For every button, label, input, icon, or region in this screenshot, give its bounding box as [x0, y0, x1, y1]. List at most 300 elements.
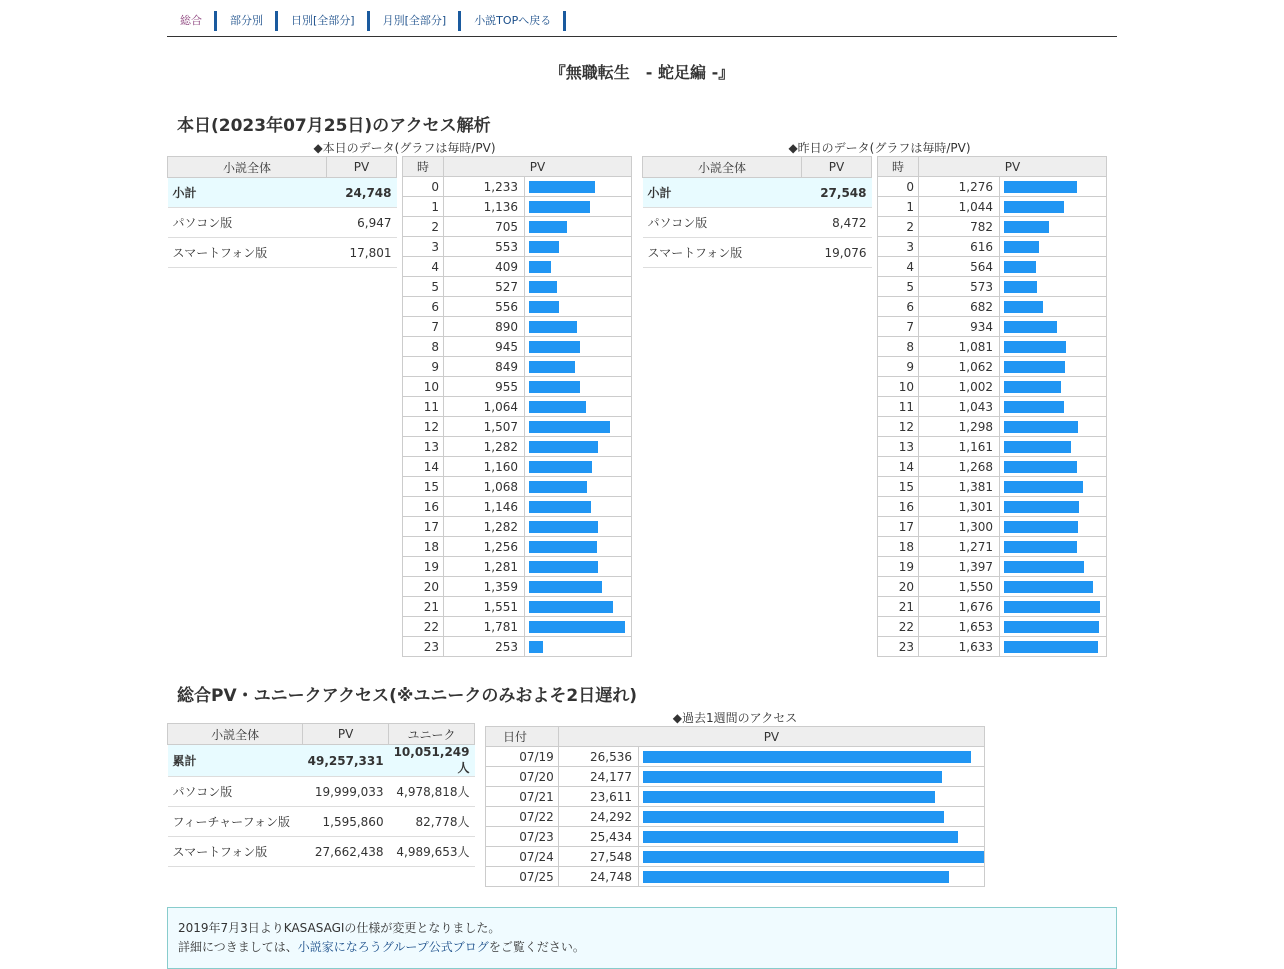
hour-cell: 17: [878, 517, 919, 537]
row-pv: 24,748: [327, 178, 397, 208]
summary-header-name: 小説全体: [643, 157, 802, 178]
hour-row: [878, 577, 1107, 597]
pv-bar: [529, 541, 597, 553]
pv-cell: 1,062: [919, 357, 1000, 377]
hour-cell: 3: [878, 237, 919, 257]
week-row: [486, 787, 985, 807]
nav-item-overall[interactable]: 総合: [167, 11, 217, 31]
bar-cell: [1000, 417, 1107, 437]
row-label: 累計: [168, 745, 303, 777]
today-caption: ◆本日のデータ(グラフは毎時/PV): [313, 141, 496, 155]
pv-cell: 616: [919, 237, 1000, 257]
pv-cell: 1,136: [444, 197, 525, 217]
pv-bar: [1004, 301, 1043, 313]
bar-cell: [525, 257, 632, 277]
hour-row: [878, 217, 1107, 237]
date-cell: 07/22: [486, 807, 559, 827]
pv-bar: [529, 461, 592, 473]
pv-cell: 890: [444, 317, 525, 337]
bar-cell: [1000, 257, 1107, 277]
hour-row: [403, 277, 632, 297]
bar-cell: [639, 767, 985, 787]
hour-row: [878, 517, 1107, 537]
bar-cell: [525, 457, 632, 477]
bar-cell: [1000, 457, 1107, 477]
row-pv: 27,548: [802, 178, 872, 208]
pv-bar: [1004, 521, 1078, 533]
bar-cell: [525, 177, 632, 197]
pv-bar: [643, 811, 944, 823]
summary-header-name: 小説全体: [168, 157, 327, 178]
table-row: [168, 837, 475, 867]
hour-cell: 18: [878, 537, 919, 557]
row-pv: 49,257,331: [303, 745, 389, 777]
pv-bar: [1004, 581, 1093, 593]
hour-row: [878, 457, 1107, 477]
bar-cell: [525, 557, 632, 577]
pv-bar: [1004, 641, 1098, 653]
total-header-unique: ユニーク: [389, 724, 475, 745]
pv-bar: [1004, 361, 1065, 373]
hour-cell: 8: [878, 337, 919, 357]
bar-cell: [525, 617, 632, 637]
bar-cell: [1000, 537, 1107, 557]
pv-cell: 1,276: [919, 177, 1000, 197]
bar-cell: [525, 317, 632, 337]
hour-row: [403, 517, 632, 537]
pv-cell: 1,551: [444, 597, 525, 617]
hour-row: [403, 357, 632, 377]
hour-cell: 4: [878, 257, 919, 277]
table-row: [168, 777, 475, 807]
pv-cell: 1,653: [919, 617, 1000, 637]
pv-cell: 955: [444, 377, 525, 397]
pv-bar: [529, 321, 577, 333]
hour-row: [403, 477, 632, 497]
summary-header-pv: PV: [327, 157, 397, 178]
pv-bar: [529, 581, 602, 593]
hour-row: [403, 397, 632, 417]
hour-row: [403, 577, 632, 597]
hour-row: [878, 317, 1107, 337]
pv-bar: [529, 181, 595, 193]
nav-item-by-part[interactable]: 部分別: [217, 11, 278, 31]
table-row: [168, 208, 397, 238]
pv-cell: 24,748: [558, 867, 638, 887]
hour-row: [403, 177, 632, 197]
pv-cell: 1,161: [919, 437, 1000, 457]
row-unique: 82,778人: [389, 807, 475, 837]
table-row: [643, 238, 872, 268]
nav-item-daily[interactable]: 日別[全部分]: [278, 11, 370, 31]
pv-bar: [529, 261, 551, 273]
hour-cell: 0: [403, 177, 444, 197]
row-label: パソコン版: [168, 208, 327, 238]
hour-cell: 23: [878, 637, 919, 657]
pv-cell: 782: [919, 217, 1000, 237]
hour-cell: 13: [878, 437, 919, 457]
today-summary-table: [167, 156, 397, 268]
row-pv: 19,999,033: [303, 777, 389, 807]
hour-cell: 5: [403, 277, 444, 297]
hour-row: [403, 497, 632, 517]
pv-bar: [1004, 181, 1077, 193]
today-section-title: 本日(2023年07月25日)のアクセス解析: [177, 116, 491, 136]
row-label: パソコン版: [643, 208, 802, 238]
table-row: [168, 807, 475, 837]
bar-cell: [1000, 577, 1107, 597]
bar-cell: [525, 437, 632, 457]
date-cell: 07/19: [486, 747, 559, 767]
row-pv: 1,595,860: [303, 807, 389, 837]
hour-row: [878, 357, 1107, 377]
hour-cell: 5: [878, 277, 919, 297]
pv-bar: [1004, 461, 1077, 473]
notice-suffix: をご覧ください。: [488, 940, 585, 954]
bar-cell: [1000, 477, 1107, 497]
pv-bar: [1004, 261, 1036, 273]
pv-cell: 849: [444, 357, 525, 377]
row-unique: 4,989,653人: [389, 837, 475, 867]
row-label: スマートフォン版: [168, 238, 327, 268]
hour-row: [878, 437, 1107, 457]
hour-row: [403, 457, 632, 477]
pv-cell: 1,081: [919, 337, 1000, 357]
bar-cell: [525, 517, 632, 537]
hour-row: [878, 297, 1107, 317]
hourly-header-pv: PV: [444, 157, 632, 177]
bar-cell: [525, 197, 632, 217]
pv-cell: 1,002: [919, 377, 1000, 397]
pv-cell: 409: [444, 257, 525, 277]
row-pv: 8,472: [802, 208, 872, 238]
pv-bar: [643, 751, 971, 763]
pv-bar: [529, 521, 598, 533]
hour-cell: 16: [878, 497, 919, 517]
date-cell: 07/23: [486, 827, 559, 847]
bar-cell: [525, 377, 632, 397]
hour-row: [403, 237, 632, 257]
row-pv: 17,801: [327, 238, 397, 268]
bar-cell: [1000, 497, 1107, 517]
pv-bar: [529, 621, 625, 633]
hour-cell: 20: [878, 577, 919, 597]
week-row: [486, 847, 985, 867]
pv-cell: 1,160: [444, 457, 525, 477]
week-row: [486, 827, 985, 847]
bar-cell: [639, 847, 985, 867]
hour-cell: 19: [878, 557, 919, 577]
nav-item-novel-top[interactable]: 小説TOPへ戻る: [461, 11, 566, 31]
hour-row: [878, 237, 1107, 257]
pv-cell: 24,177: [558, 767, 638, 787]
hour-cell: 6: [878, 297, 919, 317]
pv-bar: [1004, 221, 1049, 233]
week-header-date: 日付: [486, 727, 559, 747]
hour-cell: 16: [403, 497, 444, 517]
week-caption: ◆過去1週間のアクセス: [672, 711, 798, 725]
pv-cell: 1,044: [919, 197, 1000, 217]
hourly-header-hour: 時: [403, 157, 444, 177]
hour-cell: 20: [403, 577, 444, 597]
week-row: [486, 867, 985, 887]
row-pv: 6,947: [327, 208, 397, 238]
hour-row: [878, 337, 1107, 357]
hour-cell: 4: [403, 257, 444, 277]
notice-line2: [168, 938, 1116, 957]
pv-cell: 1,301: [919, 497, 1000, 517]
hour-row: [403, 617, 632, 637]
bar-cell: [525, 337, 632, 357]
pv-bar: [529, 441, 598, 453]
pv-bar: [529, 221, 567, 233]
nav-item-monthly[interactable]: 月別[全部分]: [370, 11, 462, 31]
pv-cell: 1,550: [919, 577, 1000, 597]
bar-cell: [1000, 517, 1107, 537]
bar-cell: [1000, 397, 1107, 417]
pv-cell: 705: [444, 217, 525, 237]
pv-bar: [1004, 341, 1066, 353]
pv-cell: 1,298: [919, 417, 1000, 437]
hour-cell: 13: [403, 437, 444, 457]
bar-cell: [525, 357, 632, 377]
pv-bar: [529, 301, 559, 313]
bar-cell: [525, 417, 632, 437]
hour-row: [403, 537, 632, 557]
date-cell: 07/20: [486, 767, 559, 787]
hour-row: [403, 297, 632, 317]
pv-bar: [529, 341, 580, 353]
hour-cell: 7: [878, 317, 919, 337]
pv-bar: [1004, 441, 1071, 453]
pv-bar: [643, 851, 984, 863]
hour-cell: 2: [403, 217, 444, 237]
hour-row: [403, 557, 632, 577]
hour-cell: 18: [403, 537, 444, 557]
pv-bar: [529, 241, 559, 253]
pv-bar: [529, 601, 613, 613]
pv-cell: 1,146: [444, 497, 525, 517]
pv-bar: [1004, 621, 1099, 633]
bar-cell: [1000, 557, 1107, 577]
pv-cell: 1,359: [444, 577, 525, 597]
official-blog-link[interactable]: 小説家になろうグループ公式ブログ: [297, 940, 489, 954]
hour-cell: 15: [403, 477, 444, 497]
pv-cell: 1,381: [919, 477, 1000, 497]
pv-bar: [1004, 421, 1078, 433]
bar-cell: [1000, 217, 1107, 237]
hour-cell: 1: [403, 197, 444, 217]
hour-row: [878, 197, 1107, 217]
pv-bar: [1004, 241, 1039, 253]
pv-cell: 1,676: [919, 597, 1000, 617]
hour-row: [878, 277, 1107, 297]
pv-bar: [1004, 561, 1084, 573]
bar-cell: [1000, 617, 1107, 637]
pv-bar: [1004, 481, 1083, 493]
pv-cell: 682: [919, 297, 1000, 317]
hour-cell: 22: [878, 617, 919, 637]
bar-cell: [525, 577, 632, 597]
hour-cell: 23: [403, 637, 444, 657]
pv-cell: 1,233: [444, 177, 525, 197]
pv-cell: 1,781: [444, 617, 525, 637]
hour-row: [403, 417, 632, 437]
bar-cell: [639, 787, 985, 807]
hour-row: [878, 637, 1107, 657]
hour-row: [878, 177, 1107, 197]
pv-cell: 1,300: [919, 517, 1000, 537]
bar-cell: [525, 637, 632, 657]
yesterday-hourly-table: [877, 156, 1107, 657]
bar-cell: [525, 297, 632, 317]
total-header-name: 小説全体: [168, 724, 303, 745]
pv-bar: [529, 361, 575, 373]
date-cell: 07/21: [486, 787, 559, 807]
pv-bar: [643, 791, 935, 803]
row-pv: 27,662,438: [303, 837, 389, 867]
week-row: [486, 807, 985, 827]
total-summary-table: [167, 723, 475, 867]
row-label: フィーチャーフォン版: [168, 807, 303, 837]
week-row: [486, 767, 985, 787]
table-row: [168, 745, 475, 777]
bar-cell: [525, 497, 632, 517]
pv-bar: [643, 771, 942, 783]
summary-header-pv: PV: [802, 157, 872, 178]
hour-cell: 6: [403, 297, 444, 317]
hour-row: [403, 437, 632, 457]
bar-cell: [1000, 237, 1107, 257]
hour-cell: 12: [403, 417, 444, 437]
pv-cell: 1,271: [919, 537, 1000, 557]
pv-bar: [529, 201, 590, 213]
pv-cell: 27,548: [558, 847, 638, 867]
pv-bar: [1004, 201, 1064, 213]
total-section-title: 総合PV・ユニークアクセス(※ユニークのみおよそ2日遅れ): [177, 686, 637, 706]
hour-cell: 8: [403, 337, 444, 357]
hour-row: [403, 217, 632, 237]
pv-cell: 26,536: [558, 747, 638, 767]
pv-bar: [529, 381, 580, 393]
pv-bar: [1004, 281, 1037, 293]
pv-bar: [1004, 321, 1057, 333]
bar-cell: [1000, 357, 1107, 377]
bar-cell: [525, 237, 632, 257]
pv-cell: 527: [444, 277, 525, 297]
table-row: [168, 178, 397, 208]
today-hourly-table: [402, 156, 632, 657]
hour-cell: 21: [403, 597, 444, 617]
row-label: スマートフォン版: [643, 238, 802, 268]
notice-box: [167, 907, 1117, 969]
novel-title: 『無職転生 - 蛇足編 -』: [549, 63, 735, 82]
yesterday-summary-table: [642, 156, 872, 268]
page: [167, 0, 1117, 954]
hour-cell: 22: [403, 617, 444, 637]
hour-row: [878, 557, 1107, 577]
hourly-header-hour: 時: [878, 157, 919, 177]
hour-cell: 10: [403, 377, 444, 397]
week-table: [485, 726, 985, 887]
hour-row: [403, 317, 632, 337]
table-row: [643, 178, 872, 208]
hour-row: [878, 257, 1107, 277]
hour-row: [403, 377, 632, 397]
bar-cell: [1000, 197, 1107, 217]
pv-cell: 1,507: [444, 417, 525, 437]
week-row: [486, 747, 985, 767]
row-label: スマートフォン版: [168, 837, 303, 867]
pv-bar: [643, 871, 949, 883]
hour-cell: 14: [878, 457, 919, 477]
row-unique: 4,978,818人: [389, 777, 475, 807]
hour-row: [878, 537, 1107, 557]
pv-cell: 1,282: [444, 517, 525, 537]
bar-cell: [525, 277, 632, 297]
table-row: [643, 208, 872, 238]
pv-bar: [1004, 601, 1100, 613]
hour-cell: 14: [403, 457, 444, 477]
hour-cell: 1: [878, 197, 919, 217]
bar-cell: [1000, 177, 1107, 197]
bar-cell: [1000, 317, 1107, 337]
row-pv: 19,076: [802, 238, 872, 268]
pv-cell: 1,633: [919, 637, 1000, 657]
hour-row: [878, 417, 1107, 437]
pv-bar: [529, 401, 586, 413]
hour-row: [878, 617, 1107, 637]
table-row: [168, 238, 397, 268]
hour-cell: 0: [878, 177, 919, 197]
bar-cell: [639, 867, 985, 887]
hour-cell: 9: [403, 357, 444, 377]
bar-cell: [1000, 277, 1107, 297]
pv-cell: 1,268: [919, 457, 1000, 477]
pv-cell: 1,397: [919, 557, 1000, 577]
hour-row: [403, 637, 632, 657]
pv-bar: [1004, 401, 1064, 413]
hour-cell: 10: [878, 377, 919, 397]
hour-row: [403, 337, 632, 357]
pv-cell: 945: [444, 337, 525, 357]
bar-cell: [639, 747, 985, 767]
hour-cell: 15: [878, 477, 919, 497]
hour-row: [878, 597, 1107, 617]
hour-row: [403, 597, 632, 617]
bar-cell: [1000, 637, 1107, 657]
bar-cell: [1000, 337, 1107, 357]
hour-row: [403, 197, 632, 217]
pv-cell: 24,292: [558, 807, 638, 827]
hour-row: [878, 477, 1107, 497]
pv-cell: 1,043: [919, 397, 1000, 417]
hour-cell: 21: [878, 597, 919, 617]
hour-cell: 9: [878, 357, 919, 377]
hour-cell: 12: [878, 417, 919, 437]
row-label: パソコン版: [168, 777, 303, 807]
pv-bar: [1004, 381, 1061, 393]
bar-cell: [525, 537, 632, 557]
pv-cell: 1,282: [444, 437, 525, 457]
hourly-header-pv: PV: [919, 157, 1107, 177]
bar-cell: [639, 807, 985, 827]
pv-bar: [529, 641, 543, 653]
hour-row: [878, 497, 1107, 517]
pv-bar: [529, 501, 591, 513]
pv-cell: 253: [444, 637, 525, 657]
pv-cell: 1,064: [444, 397, 525, 417]
